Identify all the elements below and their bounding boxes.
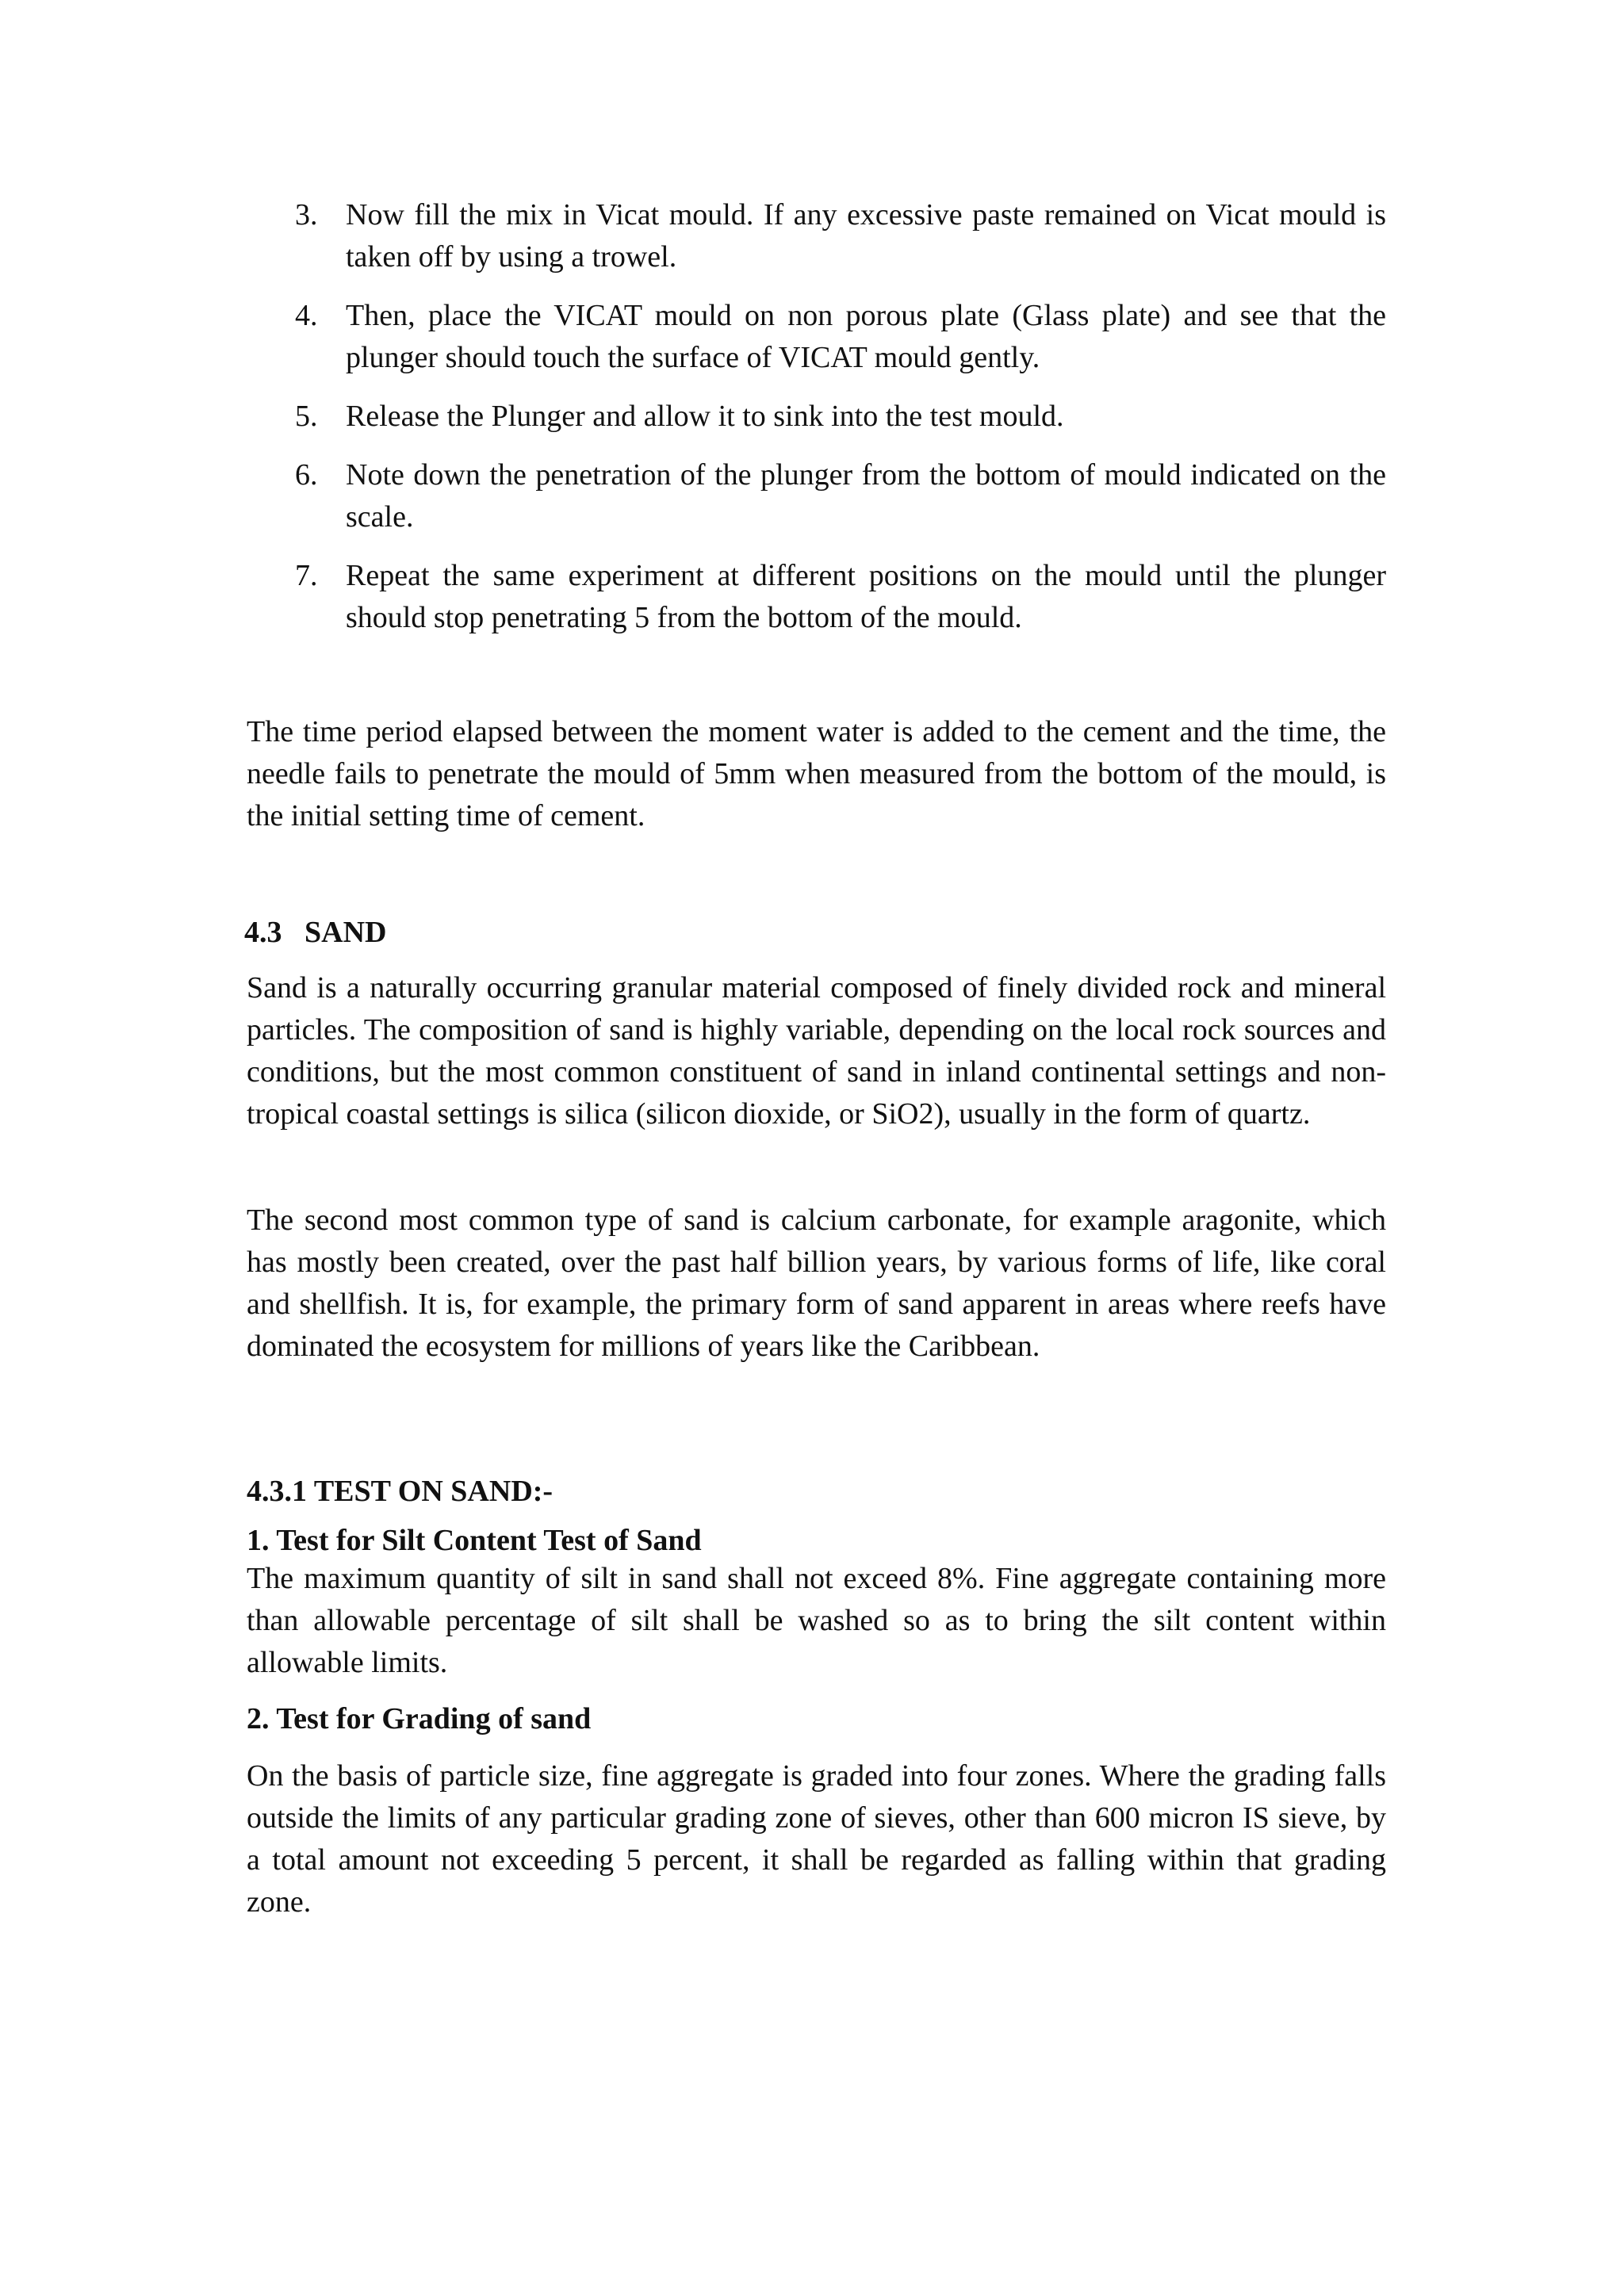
procedure-steps-list [284,194,1386,656]
list-item [284,454,1386,538]
step-text: Note down the penetration of the plunger from the bottom of mould indicated on the scale. [346,458,1386,534]
test-on-sand-heading: 4.3.1 TEST ON SAND:- [247,1475,553,1508]
step-number: 7. [295,559,318,592]
list-item [284,295,1386,379]
step-text: Then, place the VICAT mould on non porous plate (Glass plate) and see that the plunger should touch the surface of VICAT mould gently. [346,299,1386,374]
grading-test-paragraph: On the basis of particle size, fine aggregate is graded into four zones. Where the grading falls outside the limits of any particular grading zone of sieves, other than 600 micron IS sieve, by a total amount not exceeding 5 percent, it shall be regarded as falling within that grading zone. [247,1759,1386,1919]
sand-definition-paragraph: Sand is a naturally occurring granular material composed of finely divided rock and mineral particles. The composition of sand is highly variable, depending on the local rock sources and conditions, but the most common constituent of sand in inland continental settings and non- tropical coastal settings is silica (silicon dioxide, or SiO2), usually in the form of quartz. [247,971,1386,1131]
step-number: 5. [295,400,318,433]
silt-test-paragraph: The maximum quantity of silt in sand shall not exceed 8%. Fine aggregate containing more than allowable percentage of silt shall be washed so as to bring the silt content within allowable limits. [247,1562,1386,1679]
step-number: 4. [295,299,318,332]
step-text: Now fill the mix in Vicat mould. If any excessive paste remained on Vicat mould is taken off by using a trowel. [346,198,1386,274]
list-item [284,194,1386,278]
initial-setting-time-paragraph: The time period elapsed between the moment water is added to the cement and the time, the needle fails to penetrate the mould of 5mm when measured from the bottom of the mould, is the initial setting time of cement. [247,715,1386,832]
list-item [284,555,1386,639]
step-number: 6. [295,458,318,492]
step-text: Release the Plunger and allow it to sink into the test mould. [346,400,1064,433]
grading-test-heading: 2. Test for Grading of sand [247,1702,592,1735]
list-item [284,396,1386,438]
sand-section-heading: 4.3 SAND [244,916,387,949]
step-number: 3. [295,198,318,232]
step-text: Repeat the same experiment at different positions on the mould until the plunger should stop penetrating 5 from the bottom of the mould. [346,559,1386,634]
calcium-carbonate-paragraph: The second most common type of sand is calcium carbonate, for example aragonite, which has mostly been created, over the past half billion years, by various forms of life, like coral and shellfish. It is, for example, the primary form of sand apparent in areas where reefs have dominated the ecosystem for millions of years like the Caribbean. [247,1203,1386,1363]
silt-test-heading: 1. Test for Silt Content Test of Sand [247,1524,702,1557]
